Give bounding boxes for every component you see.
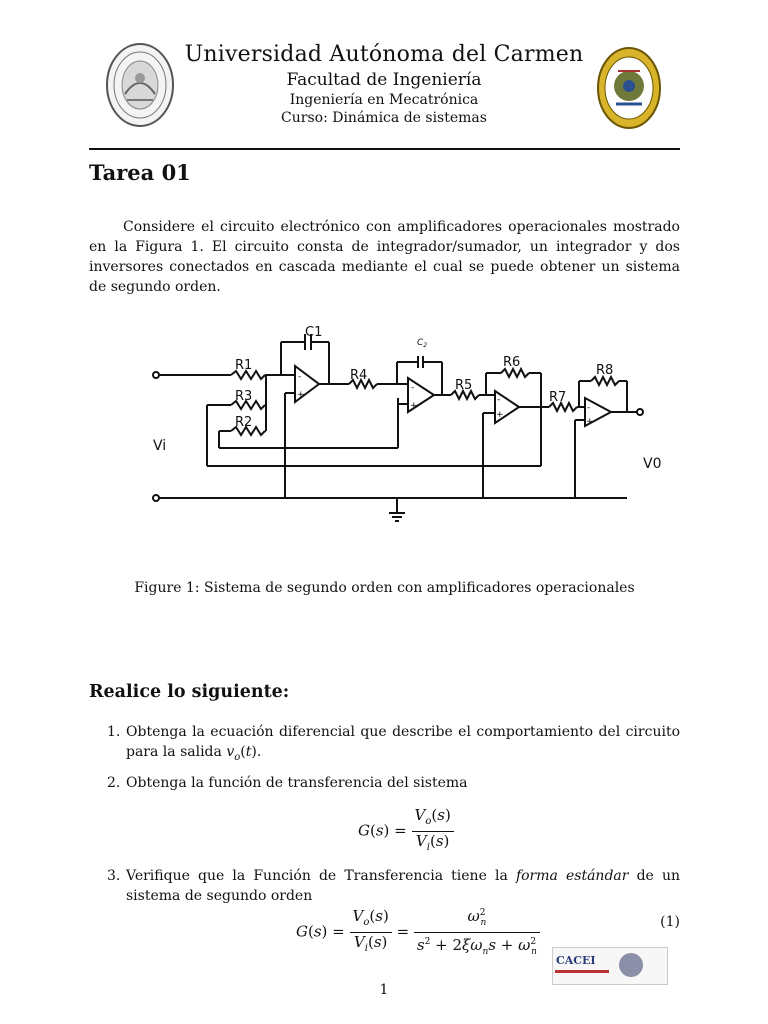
transfer-function-equation: G(s) = $\frac{V_o(s)}{V_i(s)}$ (358, 806, 454, 857)
document-header (160, 42, 608, 127)
opamp3-minus: - (497, 395, 501, 405)
standard-form-equation: G(s) = $\frac{V_o(s)}{V_i(s)}$ = $\frac{\omega^2_n}{s^2 + 2\xi\omega_ns + \omega^2_n}$ (296, 904, 540, 961)
c1-label: C1 (305, 325, 323, 340)
item-text: Obtenga la ecuación diferencial que describe el comportamiento del circuito para la salida $v_o(t)$. (126, 724, 680, 763)
faculty-name: Facultad de Ingeniería (286, 70, 482, 90)
list-item (107, 866, 680, 906)
circuit-diagram (145, 318, 662, 528)
r5-label: R5 (455, 378, 473, 393)
r1-label: R1 (235, 358, 253, 373)
opamp4-plus: + (586, 417, 594, 427)
course-name: Curso: Dinámica de sistemas (281, 110, 487, 126)
opamp4-minus: - (587, 403, 591, 413)
opamp2-plus: + (410, 401, 418, 411)
list-item (107, 773, 680, 793)
page-title: Tarea 01 (89, 160, 191, 185)
figure-caption: Figure 1: Sistema de segundo orden con amplificadores operacionales (134, 580, 635, 596)
equation-number: (1) (660, 914, 680, 930)
item-number: 1. (107, 724, 121, 740)
item-number: 2. (107, 775, 121, 791)
seal-icon (619, 953, 643, 977)
r3-label: R3 (235, 389, 253, 404)
vi-label: Vi (153, 438, 167, 454)
c2-label: $C_2$ (417, 338, 428, 349)
vo-label: V0 (643, 456, 662, 472)
program-name: Ingeniería en Mecatrónica (289, 92, 479, 108)
opamp3-plus: + (496, 410, 504, 420)
r4-label: R4 (350, 368, 368, 383)
opamp2-minus: - (411, 383, 415, 393)
r8-label: R8 (596, 363, 614, 378)
page-number: 1 (379, 982, 389, 998)
opamp1-minus: - (298, 372, 302, 382)
header-divider (89, 148, 680, 150)
r2-label: R2 (235, 415, 253, 430)
section-title: Realice lo siguiente: (89, 682, 290, 702)
item-number: 3. (107, 868, 121, 884)
intro-paragraph: Considere el circuito electrónico con amplificadores operacionales mostrado en la Figura 1. El circuito consta de integrador/sumador, un integrador y dos inversores conectados en cascada mediante el cual se puede obtener un sistema de segundo orden. (89, 219, 680, 295)
cacei-logo: CACEI (552, 947, 668, 985)
item-text: Verifique que la Función de Transferencia tiene la forma estándar de un sistema de segundo orden (126, 868, 680, 904)
list-item (107, 722, 680, 768)
item-text: Obtenga la función de transferencia del sistema (126, 775, 468, 791)
university-name: Universidad Autónoma del Carmen (184, 42, 584, 67)
r7-label: R7 (549, 390, 567, 405)
opamp1-plus: + (297, 390, 305, 400)
r6-label: R6 (503, 355, 521, 370)
